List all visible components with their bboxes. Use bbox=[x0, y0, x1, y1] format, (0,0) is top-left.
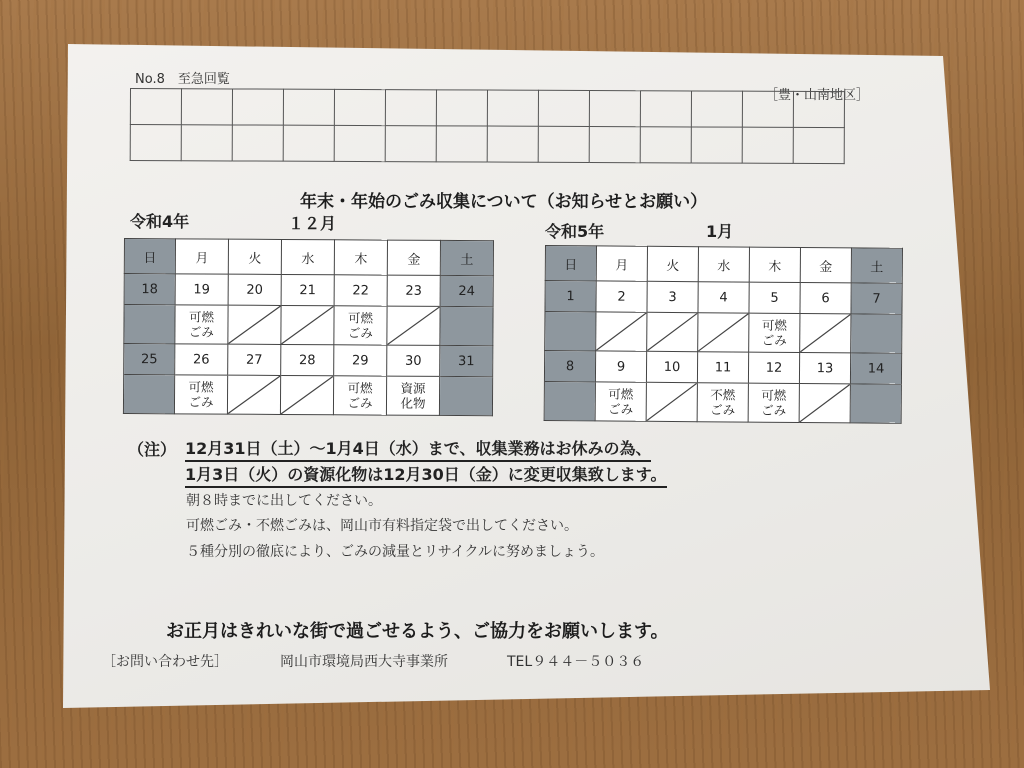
no-collection-slash bbox=[387, 307, 439, 345]
weekday-cell: 水 bbox=[281, 239, 334, 274]
date-row bbox=[124, 344, 493, 377]
note-holiday-line: 12月31日（土）〜1月4日（水）まで、収集業務はお休みの為、 bbox=[185, 436, 651, 462]
weekday-cell: 月 bbox=[596, 246, 647, 281]
date-cell: 4 bbox=[698, 282, 749, 313]
weekend-cell bbox=[440, 306, 493, 345]
weekday-cell: 金 bbox=[800, 248, 851, 283]
collection-row bbox=[124, 305, 493, 346]
date-row bbox=[544, 351, 901, 385]
date-cell: 1 bbox=[545, 281, 596, 312]
date-cell: 23 bbox=[387, 275, 440, 306]
date-cell: 10 bbox=[646, 351, 697, 382]
no-collection-cell bbox=[646, 382, 697, 421]
no-collection-cell bbox=[228, 305, 281, 344]
collection-label: 可燃 ごみ bbox=[174, 375, 227, 414]
weekend-cell bbox=[439, 376, 492, 415]
district-label: ［豊・山南地区］ bbox=[765, 88, 870, 103]
date-cell: 13 bbox=[799, 353, 850, 384]
circulation-row bbox=[130, 125, 844, 164]
weekend-cell bbox=[544, 381, 595, 420]
weekend-cell bbox=[124, 305, 175, 344]
no-collection-slash bbox=[281, 376, 333, 414]
date-cell: 29 bbox=[334, 345, 387, 376]
weekend-cell bbox=[850, 384, 901, 423]
no-collection-cell bbox=[647, 312, 698, 351]
collection-label: 資源 化物 bbox=[386, 376, 439, 415]
date-cell: 20 bbox=[228, 274, 281, 305]
weekday-header-row bbox=[124, 239, 493, 276]
date-cell: 28 bbox=[281, 344, 334, 375]
date-row bbox=[124, 274, 493, 307]
weekday-cell: 土 bbox=[440, 240, 493, 275]
contact-label: ［お問い合わせ先］ bbox=[102, 654, 228, 670]
no-collection-slash bbox=[800, 384, 850, 422]
no-collection-slash bbox=[596, 312, 646, 350]
weekday-cell: 金 bbox=[387, 240, 440, 275]
date-cell: 12 bbox=[748, 352, 799, 383]
collection-label: 不燃 ごみ bbox=[697, 383, 748, 422]
date-cell: 22 bbox=[334, 275, 387, 306]
circular-number: No.8 至急回覧 bbox=[135, 72, 230, 87]
date-cell: 27 bbox=[228, 344, 281, 375]
collection-label: 可燃 ごみ bbox=[334, 306, 387, 345]
weekday-cell: 水 bbox=[698, 247, 749, 282]
no-collection-cell bbox=[800, 314, 851, 353]
no-collection-slash bbox=[698, 313, 748, 351]
page-title: 年末・年始のごみ収集について（お知らせとお願い） bbox=[300, 192, 708, 212]
date-cell: 26 bbox=[175, 344, 228, 375]
no-collection-cell bbox=[281, 305, 334, 344]
date-cell: 24 bbox=[440, 275, 493, 306]
note-resource-line: 1月3日（火）の資源化物は12月30日（金）に変更収集致します。 bbox=[185, 462, 667, 488]
collection-label: 可燃 ごみ bbox=[595, 382, 646, 421]
date-cell: 25 bbox=[124, 344, 175, 375]
circulation-grid bbox=[130, 88, 845, 164]
weekday-cell: 木 bbox=[749, 247, 800, 282]
note-mark: （注） bbox=[128, 440, 177, 459]
weekend-cell bbox=[851, 314, 902, 353]
no-collection-slash bbox=[228, 376, 280, 414]
weekday-cell: 土 bbox=[851, 248, 902, 283]
collection-label: 可燃 ごみ bbox=[175, 305, 228, 344]
no-collection-cell bbox=[698, 313, 749, 352]
date-cell: 31 bbox=[440, 345, 493, 376]
date-cell: 8 bbox=[544, 351, 595, 382]
weekday-cell: 月 bbox=[175, 239, 228, 274]
date-cell: 7 bbox=[851, 283, 902, 314]
closing-request: お正月はきれいな街で過ごせるよう、ご協力をお願いします。 bbox=[166, 621, 669, 642]
date-cell: 18 bbox=[124, 274, 175, 305]
calendar-january bbox=[544, 245, 903, 424]
weekday-cell: 木 bbox=[334, 240, 387, 275]
no-collection-cell bbox=[227, 375, 280, 414]
date-cell: 30 bbox=[387, 345, 440, 376]
weekend-cell bbox=[123, 375, 174, 414]
date-cell: 2 bbox=[596, 281, 647, 312]
date-cell: 11 bbox=[697, 352, 748, 383]
date-cell: 19 bbox=[175, 274, 228, 305]
date-cell: 6 bbox=[800, 283, 851, 314]
calendar-month: 1月 bbox=[706, 222, 734, 241]
no-collection-slash bbox=[281, 306, 333, 344]
note-time-line: 朝８時までに出してください。 bbox=[186, 493, 382, 509]
weekday-cell: 日 bbox=[124, 239, 175, 274]
weekday-cell: 日 bbox=[545, 246, 596, 281]
no-collection-cell bbox=[799, 384, 850, 423]
collection-row bbox=[545, 312, 902, 354]
no-collection-slash bbox=[647, 383, 697, 421]
no-collection-slash bbox=[228, 306, 280, 344]
note-bag-line: 可燃ごみ・不燃ごみは、岡山市有料指定袋で出してください。 bbox=[186, 518, 578, 534]
date-cell: 9 bbox=[595, 351, 646, 382]
date-row bbox=[545, 281, 902, 315]
weekday-cell: 火 bbox=[228, 239, 281, 274]
weekday-cell: 火 bbox=[647, 246, 698, 281]
weekday-header-row bbox=[545, 246, 902, 284]
date-cell: 5 bbox=[749, 282, 800, 313]
contact-office: 岡山市環境局西大寺事業所 bbox=[280, 654, 448, 670]
calendar-year: 令和5年 bbox=[545, 222, 605, 241]
collection-row bbox=[544, 381, 901, 423]
date-cell: 21 bbox=[281, 274, 334, 305]
calendar-december bbox=[123, 238, 494, 416]
date-cell: 3 bbox=[647, 281, 698, 312]
no-collection-slash bbox=[800, 314, 850, 352]
circulation-row bbox=[130, 89, 844, 128]
collection-label: 可燃 ごみ bbox=[748, 383, 799, 422]
collection-label: 可燃 ごみ bbox=[749, 313, 800, 352]
collection-label: 可燃 ごみ bbox=[333, 376, 386, 415]
weekend-cell bbox=[545, 312, 596, 351]
collection-row bbox=[123, 375, 492, 416]
calendar-year: 令和4年 bbox=[130, 212, 190, 231]
no-collection-cell bbox=[280, 375, 333, 414]
no-collection-cell bbox=[387, 306, 440, 345]
contact-phone: TEL９４４－５０３６ bbox=[507, 654, 645, 670]
date-cell: 14 bbox=[850, 353, 901, 384]
no-collection-slash bbox=[647, 313, 697, 351]
calendar-month: １２月 bbox=[288, 214, 337, 233]
no-collection-cell bbox=[596, 312, 647, 351]
note-sorting-line: ５種分別の徹底により、ごみの減量とリサイクルに努めましょう。 bbox=[186, 544, 605, 560]
